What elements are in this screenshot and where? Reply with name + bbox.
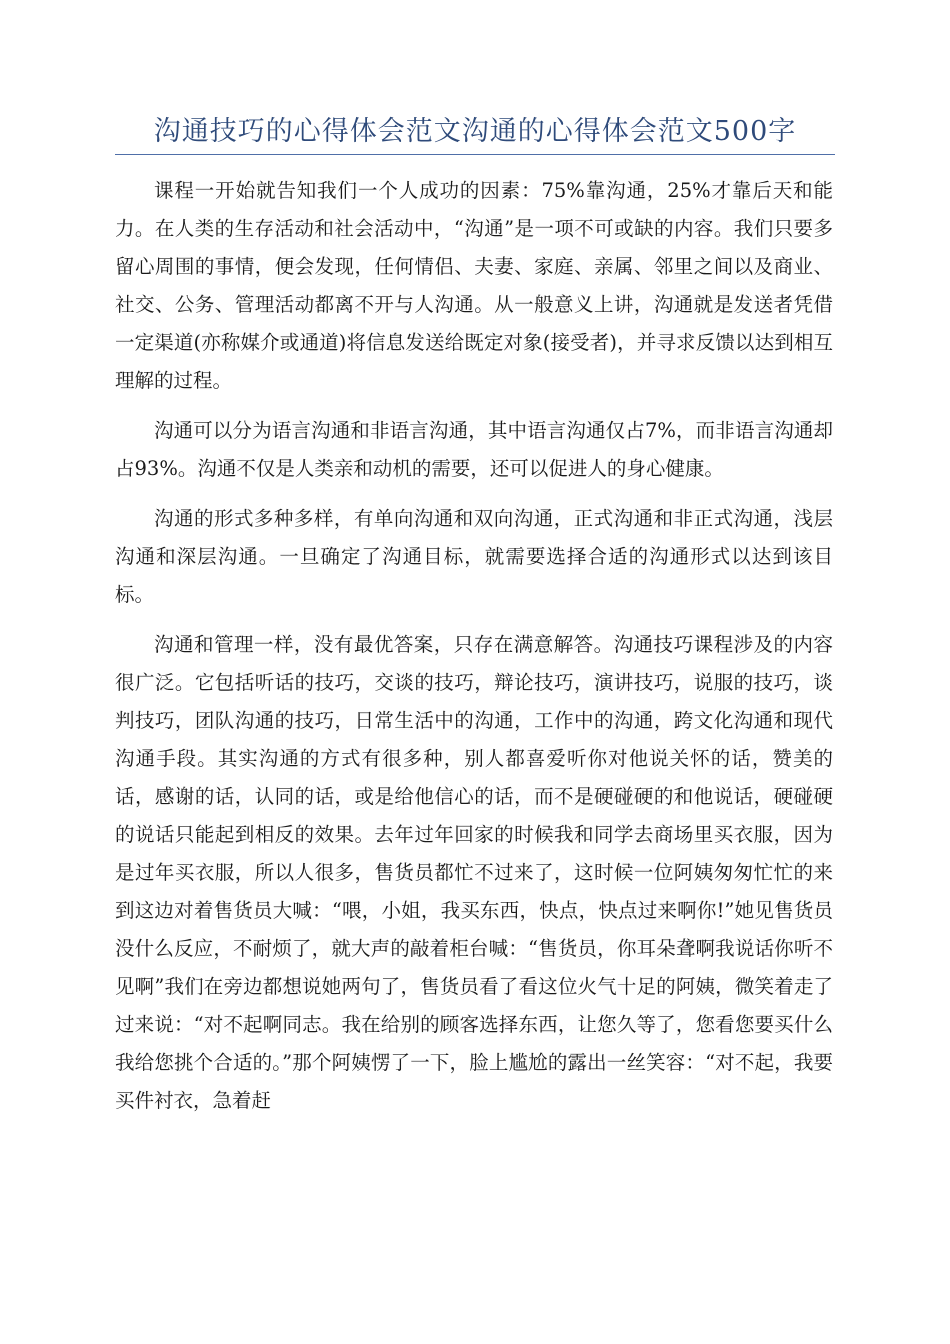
paragraph-3: 沟通的形式多种多样，有单向沟通和双向沟通，正式沟通和非正式沟通，浅层沟通和深层沟通。一旦确定了沟通目标，就需要选择合适的沟通形式以达到该目标。	[115, 507, 833, 606]
paragraph-2: 沟通可以分为语言沟通和非语言沟通，其中语言沟通仅占7%，而非语言沟通却占93%。沟通不仅是人类亲和动机的需要，还可以促进人的身心健康。	[115, 419, 833, 480]
document-title: 沟通技巧的心得体会范文沟通的心得体会范文500字	[153, 116, 797, 147]
title-underline	[115, 154, 835, 155]
paragraph-1: 课程一开始就告知我们一个人成功的因素：75%靠沟通，25%才靠后天和能力。在人类的生存活动和社会活动中，“沟通”是一项不可或缺的内容。我们只要多留心周围的事情，便会发现，任何情侣、夫妻、家庭、亲属、邻里之间以及商业、社交、公务、管理活动都离不开与人沟通。从一般意义上讲，沟通就是发送者凭借一定渠道(亦称媒介或通道)将信息发送给既定对象(接受者)，并寻求反馈以达到相互理解的过程。	[115, 179, 833, 392]
document-body	[115, 172, 833, 1132]
paragraph-4: 沟通和管理一样，没有最优答案，只存在满意解答。沟通技巧课程涉及的内容很广泛。它包括听话的技巧，交谈的技巧，辩论技巧，演讲技巧，说服的技巧，谈判技巧，团队沟通的技巧，日常生活中的沟通，工作中的沟通，跨文化沟通和现代沟通手段。其实沟通的方式有很多种，别人都喜爱听你对他说关怀的话，赞美的话，感谢的话，认同的话，或是给他信心的话，而不是硬碰硬的和他说话，硬碰硬的说话只能起到相反的效果。去年过年回家的时候我和同学去商场里买衣服，因为是过年买衣服，所以人很多，售货员都忙不过来了，这时候一位阿姨匆匆忙忙的来到这边对着售货员大喊：“喂，小姐，我买东西，快点，快点过来啊你!”她见售货员没什么反应，不耐烦了，就大声的敲着柜台喊：“售货员，你耳朵聋啊我说话你听不见啊”我们在旁边都想说她两句了，售货员看了看这位火气十足的阿姨，微笑着走了过来说：“对不起啊同志。我在给别的顾客选择东西，让您久等了，您看您要买什么我给您挑个合适的。”那个阿姨愣了一下，脸上尴尬的露出一丝笑容：“对不起，我要买件衬衣，急着赶	[115, 633, 833, 1112]
